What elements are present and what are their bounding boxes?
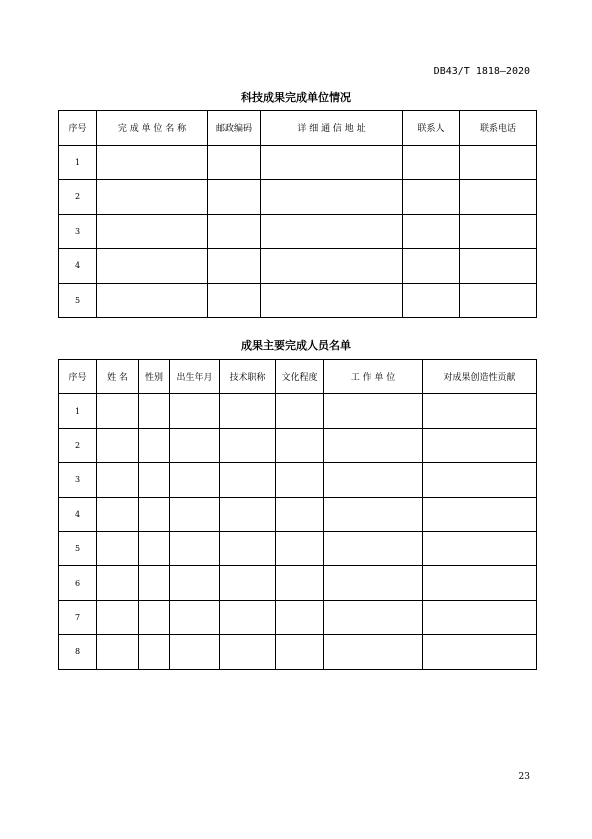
col-header-serial: 序号	[59, 111, 97, 146]
table-row	[59, 145, 537, 180]
workplace-cell	[324, 463, 423, 497]
education-cell	[276, 600, 324, 634]
col-header-contribution: 对成果创造性贡献	[423, 360, 537, 394]
workplace-cell	[324, 635, 423, 669]
workplace-cell	[324, 566, 423, 600]
contribution-cell	[423, 531, 537, 565]
education-cell	[276, 566, 324, 600]
row-number: 1	[59, 145, 97, 180]
workplace-cell	[324, 428, 423, 462]
row-number: 7	[59, 600, 97, 634]
table-row	[59, 249, 537, 284]
birth-date-cell	[170, 600, 220, 634]
contact-cell	[403, 283, 460, 318]
table-row	[59, 531, 537, 565]
unit-name-cell	[97, 283, 208, 318]
table-header-row	[59, 111, 537, 146]
page-number: 23	[518, 772, 530, 782]
address-cell	[261, 180, 403, 215]
phone-cell	[460, 249, 537, 284]
title-cell	[220, 566, 276, 600]
standard-code: DB43/T 1818—2020	[433, 66, 530, 77]
education-cell	[276, 497, 324, 531]
unit-table-title: 科技成果完成单位情况	[241, 91, 351, 104]
contact-cell	[403, 249, 460, 284]
col-header-serial: 序号	[59, 360, 97, 394]
completion-unit-table	[58, 110, 537, 318]
phone-cell	[460, 145, 537, 180]
col-header-name: 姓 名	[97, 360, 139, 394]
workplace-cell	[324, 600, 423, 634]
table-row	[59, 566, 537, 600]
personnel-table	[58, 359, 537, 670]
col-header-title: 技术职称	[220, 360, 276, 394]
unit-name-cell	[97, 145, 208, 180]
row-number: 6	[59, 566, 97, 600]
row-number: 5	[59, 531, 97, 565]
name-cell	[97, 428, 139, 462]
col-header-gender: 性别	[139, 360, 170, 394]
phone-cell	[460, 283, 537, 318]
contribution-cell	[423, 600, 537, 634]
postal-code-cell	[208, 145, 261, 180]
row-number: 4	[59, 249, 97, 284]
contact-cell	[403, 145, 460, 180]
name-cell	[97, 463, 139, 497]
table-row	[59, 180, 537, 215]
education-cell	[276, 394, 324, 428]
contact-cell	[403, 180, 460, 215]
table-header-row	[59, 360, 537, 394]
gender-cell	[139, 531, 170, 565]
postal-code-cell	[208, 249, 261, 284]
workplace-cell	[324, 497, 423, 531]
personnel-table-title: 成果主要完成人员名单	[241, 339, 351, 352]
table-row	[59, 214, 537, 249]
education-cell	[276, 428, 324, 462]
address-cell	[261, 214, 403, 249]
phone-cell	[460, 180, 537, 215]
row-number: 3	[59, 463, 97, 497]
contribution-cell	[423, 635, 537, 669]
education-cell	[276, 463, 324, 497]
table-row	[59, 635, 537, 669]
unit-name-cell	[97, 180, 208, 215]
contribution-cell	[423, 566, 537, 600]
row-number: 2	[59, 180, 97, 215]
unit-name-cell	[97, 249, 208, 284]
contribution-cell	[423, 463, 537, 497]
row-number: 4	[59, 497, 97, 531]
education-cell	[276, 635, 324, 669]
name-cell	[97, 394, 139, 428]
workplace-cell	[324, 394, 423, 428]
title-cell	[220, 600, 276, 634]
name-cell	[97, 635, 139, 669]
col-header-workplace: 工 作 单 位	[324, 360, 423, 394]
birth-date-cell	[170, 497, 220, 531]
table-row	[59, 497, 537, 531]
education-cell	[276, 531, 324, 565]
name-cell	[97, 497, 139, 531]
gender-cell	[139, 428, 170, 462]
col-header-postal-code: 邮政编码	[208, 111, 261, 146]
contribution-cell	[423, 428, 537, 462]
unit-name-cell	[97, 214, 208, 249]
gender-cell	[139, 600, 170, 634]
title-cell	[220, 635, 276, 669]
title-cell	[220, 531, 276, 565]
table-row	[59, 283, 537, 318]
row-number: 8	[59, 635, 97, 669]
contribution-cell	[423, 497, 537, 531]
row-number: 1	[59, 394, 97, 428]
gender-cell	[139, 635, 170, 669]
title-cell	[220, 463, 276, 497]
postal-code-cell	[208, 214, 261, 249]
birth-date-cell	[170, 635, 220, 669]
table-row	[59, 394, 537, 428]
col-header-phone: 联系电话	[460, 111, 537, 146]
name-cell	[97, 600, 139, 634]
contribution-cell	[423, 394, 537, 428]
gender-cell	[139, 566, 170, 600]
postal-code-cell	[208, 180, 261, 215]
birth-date-cell	[170, 428, 220, 462]
gender-cell	[139, 463, 170, 497]
gender-cell	[139, 394, 170, 428]
col-header-education: 文化程度	[276, 360, 324, 394]
row-number: 2	[59, 428, 97, 462]
contact-cell	[403, 214, 460, 249]
phone-cell	[460, 214, 537, 249]
title-cell	[220, 497, 276, 531]
address-cell	[261, 283, 403, 318]
birth-date-cell	[170, 566, 220, 600]
name-cell	[97, 531, 139, 565]
col-header-contact: 联系人	[403, 111, 460, 146]
row-number: 3	[59, 214, 97, 249]
gender-cell	[139, 497, 170, 531]
birth-date-cell	[170, 394, 220, 428]
title-cell	[220, 394, 276, 428]
workplace-cell	[324, 531, 423, 565]
col-header-birth-date: 出生年月	[170, 360, 220, 394]
title-cell	[220, 428, 276, 462]
table-row	[59, 600, 537, 634]
table-row	[59, 463, 537, 497]
col-header-address: 详 细 通 信 地 址	[261, 111, 403, 146]
row-number: 5	[59, 283, 97, 318]
birth-date-cell	[170, 531, 220, 565]
postal-code-cell	[208, 283, 261, 318]
address-cell	[261, 145, 403, 180]
address-cell	[261, 249, 403, 284]
col-header-unit-name: 完 成 单 位 名 称	[97, 111, 208, 146]
name-cell	[97, 566, 139, 600]
birth-date-cell	[170, 463, 220, 497]
table-row	[59, 428, 537, 462]
